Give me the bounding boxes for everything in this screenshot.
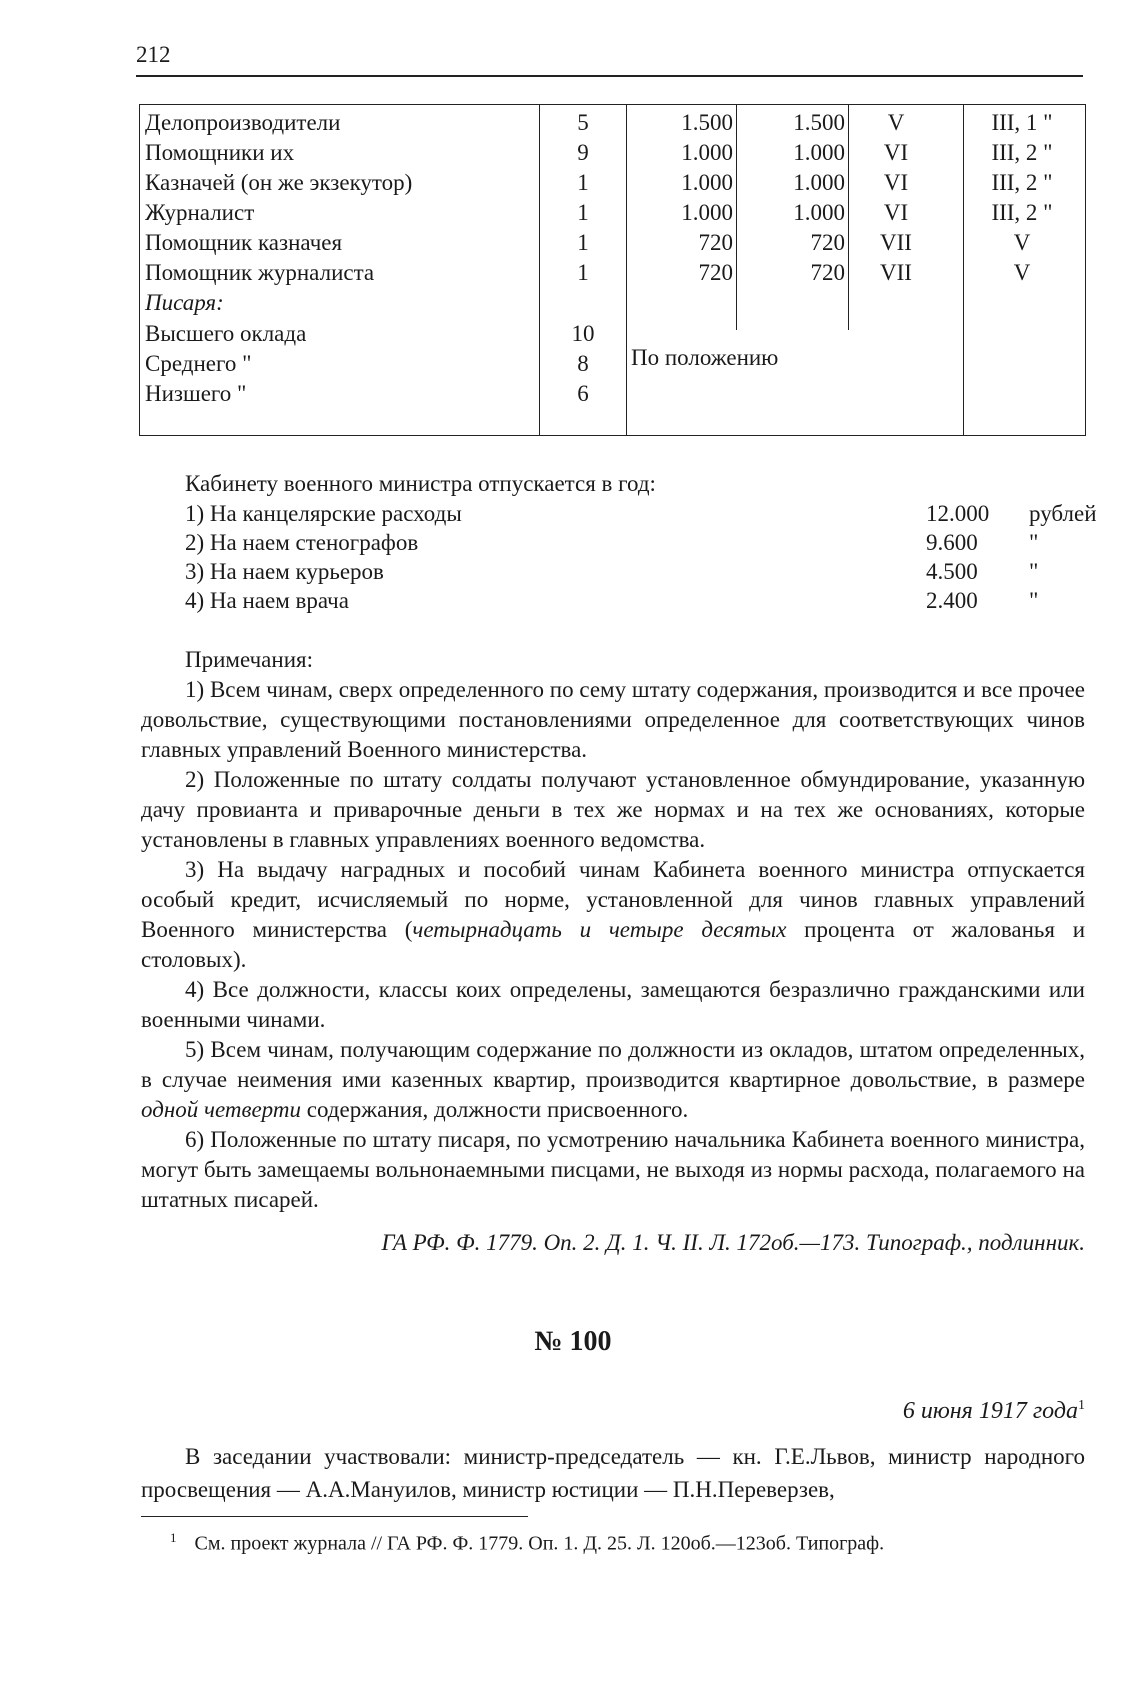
table-row-name: Помощник казначея xyxy=(145,230,343,255)
table-row-class: VII xyxy=(880,260,912,285)
table-row-name: Казначей (он же экзекутор) xyxy=(145,170,413,195)
table-row-name: Среднего " xyxy=(145,351,252,376)
table-row-salary: 1.000 xyxy=(681,140,733,165)
note-5-italic: одной четверти xyxy=(141,1097,301,1122)
table-row-count: 5 xyxy=(577,110,589,135)
expense-label: 4) На наем врача xyxy=(185,588,349,613)
table-row-salary: 1.000 xyxy=(681,200,733,225)
expense-amount: 12.000 xyxy=(926,501,990,526)
table-row-name: Низшего " xyxy=(145,381,247,406)
table-row-name: Помощник журналиста xyxy=(145,260,375,285)
expense-unit: " xyxy=(1029,588,1039,613)
table-row-name: Помощники их xyxy=(145,140,295,165)
page-number: 212 xyxy=(136,42,171,67)
note-3-text-b: процента от жалованья и столовых). xyxy=(141,917,1086,972)
expense-unit: " xyxy=(1029,530,1039,555)
table-row-class: VI xyxy=(883,200,909,225)
note-4: 4) Все должности, классы коих определены, замещаются безразлично гражданскими или военными чинами. xyxy=(141,977,1085,1032)
table-row-count: 1 xyxy=(577,200,589,225)
table-row-count: 6 xyxy=(577,381,589,406)
header-rule xyxy=(136,75,1083,77)
meeting-paragraph: В заседании участвовали: министр-председатель — кн. Г.Е.Львов, министр народного просвещения — А.А.Мануилов, министр юстиции — П.Н.Переверзев, xyxy=(141,1444,1085,1502)
expense-amount: 9.600 xyxy=(926,530,978,555)
date-footnote-mark: 1 xyxy=(1078,1398,1085,1413)
table-row-name: Высшего оклада xyxy=(145,321,307,346)
document-number: № 100 xyxy=(534,1326,612,1357)
table-row-count: 9 xyxy=(577,140,589,165)
table-row-count: 8 xyxy=(577,351,589,376)
date-text: 6 июня 1917 года xyxy=(902,1398,1078,1424)
footnote-mark: 1 xyxy=(170,1530,177,1545)
table-row-canteen: 1.000 xyxy=(793,170,845,195)
table-row-rank: III, 1 " xyxy=(991,110,1053,135)
table-row-rank: V xyxy=(1013,260,1031,285)
table-row-rank: III, 2 " xyxy=(991,140,1053,165)
expense-item xyxy=(185,528,1085,557)
note-6: 6) Положенные по штату писаря, по усмотрению начальника Кабинета военного министра, могут быть замещаемы вольнонаемными писцами, не выходя из нормы расхода, полагаемого на штатных писарей. xyxy=(141,1127,1085,1212)
table-row-class: VII xyxy=(880,230,912,255)
expense-unit: рублей xyxy=(1029,501,1097,526)
table-row-salary: 1.500 xyxy=(681,110,733,135)
expense-item xyxy=(185,586,1085,615)
table-row-canteen: 1.500 xyxy=(793,110,845,135)
footnote xyxy=(170,1530,884,1556)
note-3 xyxy=(141,855,1085,975)
table-row-salary: 720 xyxy=(698,260,733,285)
table-row-class: VI xyxy=(883,140,909,165)
table-row-canteen: 720 xyxy=(810,230,845,255)
note-5 xyxy=(141,1035,1085,1125)
document-date xyxy=(141,1398,1085,1425)
table-row-rank: III, 2 " xyxy=(991,200,1053,225)
expense-item xyxy=(185,557,1085,586)
note-3-italic: четырнадцать и четыре десятых xyxy=(412,917,787,942)
expenses-heading: Кабинету военного министра отпускается в год: xyxy=(185,471,656,496)
col-line-5 xyxy=(963,104,964,436)
table-row-class: VI xyxy=(883,170,909,195)
expense-label: 3) На наем курьеров xyxy=(185,559,384,584)
table-row-rank: III, 2 " xyxy=(991,170,1053,195)
table-row-canteen: 720 xyxy=(810,260,845,285)
expense-amount: 2.400 xyxy=(926,588,978,613)
table-row-salary: 1.000 xyxy=(681,170,733,195)
table-row-count: 1 xyxy=(577,260,589,285)
clerks-heading: Писаря: xyxy=(145,290,224,315)
table-row-count: 1 xyxy=(577,230,589,255)
expense-label: 1) На канцелярские расходы xyxy=(185,501,462,526)
note-5-text-a: 5) Всем чинам, получающим содержание по должности из окладов, штатом определенных, в случае неимения ими казенных квартир, производится квартирное довольствие, в размере xyxy=(141,1037,1085,1092)
table-row-name: Делопроизводители xyxy=(145,110,341,135)
notes-heading: Примечания: xyxy=(185,647,313,672)
table-row-class: V xyxy=(887,110,905,135)
by-regulation-note: По положению xyxy=(631,345,779,370)
footnote-text: См. проект журнала // ГА РФ. Ф. 1779. Оп. 1. Д. 25. Л. 120об.—123об. Типограф. xyxy=(194,1532,885,1555)
table-row-count: 10 xyxy=(571,321,595,346)
note-5-text-b: содержания, должности присвоенного. xyxy=(300,1097,689,1122)
table-row-canteen: 1.000 xyxy=(793,140,845,165)
expense-unit: " xyxy=(1029,559,1039,584)
note-2: 2) Положенные по штату солдаты получают установленное обмундирование, указанную дачу провианта и приварочные деньги в тех же нормах и на тех же основаниях, которые установлены в главных управлениях военного ведомства. xyxy=(141,767,1085,852)
staff-table xyxy=(139,104,1086,436)
table-row-salary: 720 xyxy=(698,230,733,255)
table-row-rank: V xyxy=(1013,230,1031,255)
note-1: 1) Всем чинам, сверх определенного по сему штату содержания, производится и все прочее довольствие, существующими постановлениями определенное для соответствующих чинов главных управлений Военного министерства. xyxy=(141,677,1085,762)
table-row-canteen: 1.000 xyxy=(793,200,845,225)
expense-item xyxy=(185,499,1097,528)
table-row-name: Журналист xyxy=(145,200,255,225)
expense-label: 2) На наем стенографов xyxy=(185,530,419,555)
table-row-count: 1 xyxy=(577,170,589,195)
expense-amount: 4.500 xyxy=(926,559,978,584)
footnote-rule xyxy=(141,1516,528,1517)
note-3-text-a: 3) На выдачу наградных и пособий чинам Кабинета военного министра отпускается особый кредит, исчисляемый по норме, установленной для чинов главных управлений Военного министерства ( xyxy=(141,857,1085,942)
archive-source: ГА РФ. Ф. 1779. Оп. 2. Д. 1. Ч. II. Л. 172об.—173. Типограф., подлинник. xyxy=(381,1230,1085,1255)
